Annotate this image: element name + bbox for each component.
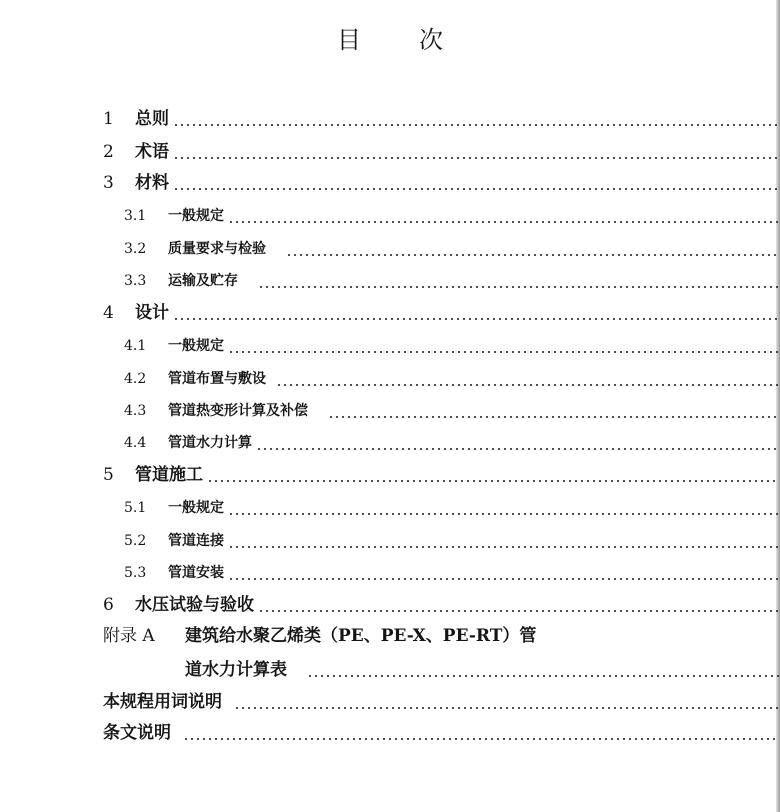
- toc-entry[interactable]: [0, 266, 780, 292]
- toc-dot-leader: [258, 594, 779, 616]
- toc-entry-label: 运输及贮存: [168, 273, 238, 289]
- toc-dot-leader: [328, 400, 780, 422]
- toc-entry[interactable]: [0, 104, 779, 130]
- toc-entry-label: 道水力计算表: [185, 660, 287, 680]
- toc-dot-leader: [173, 172, 779, 194]
- toc-entry-label: 管道布置与敷设: [168, 371, 266, 387]
- toc-entry[interactable]: [0, 687, 779, 713]
- toc-entry-label: 设计: [135, 303, 169, 323]
- toc-entry-number: 附录 A: [103, 626, 155, 646]
- toc-entry[interactable]: [0, 655, 779, 681]
- toc-dot-leader: [228, 530, 780, 552]
- toc-dot-leader: [256, 432, 780, 454]
- toc-entry[interactable]: [0, 168, 779, 194]
- toc-entry-number: 4.3: [124, 403, 147, 419]
- toc-entry-number: 4.1: [124, 338, 147, 354]
- toc-dot-leader: [228, 205, 780, 227]
- toc-entry-number: 3.1: [124, 208, 147, 224]
- toc-entry-number: 4.4: [124, 435, 147, 451]
- toc-dot-leader: [258, 270, 780, 292]
- toc-entry-label: 一般规定: [168, 500, 224, 516]
- toc-entry-label: 一般规定: [168, 338, 224, 354]
- toc-entry[interactable]: [0, 234, 780, 260]
- toc-entry-number: 4: [103, 303, 114, 323]
- toc-entry-label: 管道施工: [135, 465, 203, 485]
- toc-entry-number: 3: [103, 173, 114, 193]
- toc-entry-label: 管道安装: [168, 565, 224, 581]
- toc-entry-number: 4.2: [124, 371, 147, 387]
- toc-entry-label: 本规程用词说明: [103, 692, 222, 712]
- toc-dot-leader: [173, 108, 779, 130]
- toc-entry-label: 材料: [135, 173, 169, 193]
- toc-dot-leader: [207, 464, 779, 486]
- toc-entry-label: 管道连接: [168, 533, 224, 549]
- toc-entry-number: 5: [103, 465, 114, 485]
- toc-dot-leader: [228, 335, 780, 357]
- toc-dot-leader: [173, 302, 779, 324]
- toc-entry-number: 6: [103, 595, 114, 615]
- page-title: [0, 20, 780, 55]
- toc-entry-label: 水压试验与验收: [135, 595, 254, 615]
- toc-entry[interactable]: [0, 428, 780, 454]
- page-title-char-1: 目: [337, 26, 361, 54]
- toc-entry[interactable]: [0, 621, 779, 647]
- toc-entry-number: 2: [103, 142, 114, 162]
- toc-entry-label: 管道水力计算: [168, 435, 252, 451]
- toc-entry-number: 5.3: [124, 565, 147, 581]
- toc-dot-leader: [307, 659, 779, 681]
- toc-dot-leader: [276, 368, 780, 390]
- toc-entry-label: 条文说明: [103, 723, 171, 743]
- toc-entry-label: 一般规定: [168, 208, 224, 224]
- toc-entry[interactable]: [0, 137, 779, 163]
- toc-entry[interactable]: [0, 493, 780, 519]
- toc-dot-leader: [234, 691, 779, 713]
- toc-dot-leader: [228, 497, 780, 519]
- toc-dot-leader: [228, 562, 780, 584]
- toc-entry[interactable]: [0, 396, 780, 422]
- toc-entry[interactable]: [0, 718, 779, 744]
- toc-entry[interactable]: [0, 201, 780, 227]
- toc-entry-label: 质量要求与检验: [168, 241, 266, 257]
- toc-entry[interactable]: [0, 331, 780, 357]
- toc-entry[interactable]: [0, 558, 780, 584]
- toc-entry-number: 5.2: [124, 533, 147, 549]
- toc-entry-number: 3.3: [124, 273, 147, 289]
- toc-entry[interactable]: [0, 460, 779, 486]
- toc-entry-label: 术语: [135, 142, 169, 162]
- toc-entry-label: 建筑给水聚乙烯类（PE、PE-X、PE-RT）管: [185, 626, 537, 646]
- toc-dot-leader: [183, 722, 779, 744]
- toc-entry[interactable]: [0, 298, 779, 324]
- toc-entry[interactable]: [0, 526, 780, 552]
- toc-entry-label: 管道热变形计算及补偿: [168, 403, 308, 419]
- toc-dot-leader: [173, 141, 779, 163]
- toc-entry-number: 3.2: [124, 241, 147, 257]
- toc-entry-number: 5.1: [124, 500, 147, 516]
- toc-dot-leader: [286, 238, 780, 260]
- page-title-char-2: 次: [419, 26, 443, 54]
- toc-entry[interactable]: [0, 364, 780, 390]
- toc-entry-number: 1: [103, 109, 114, 129]
- toc-entry[interactable]: [0, 590, 779, 616]
- toc-entry-label: 总则: [135, 109, 169, 129]
